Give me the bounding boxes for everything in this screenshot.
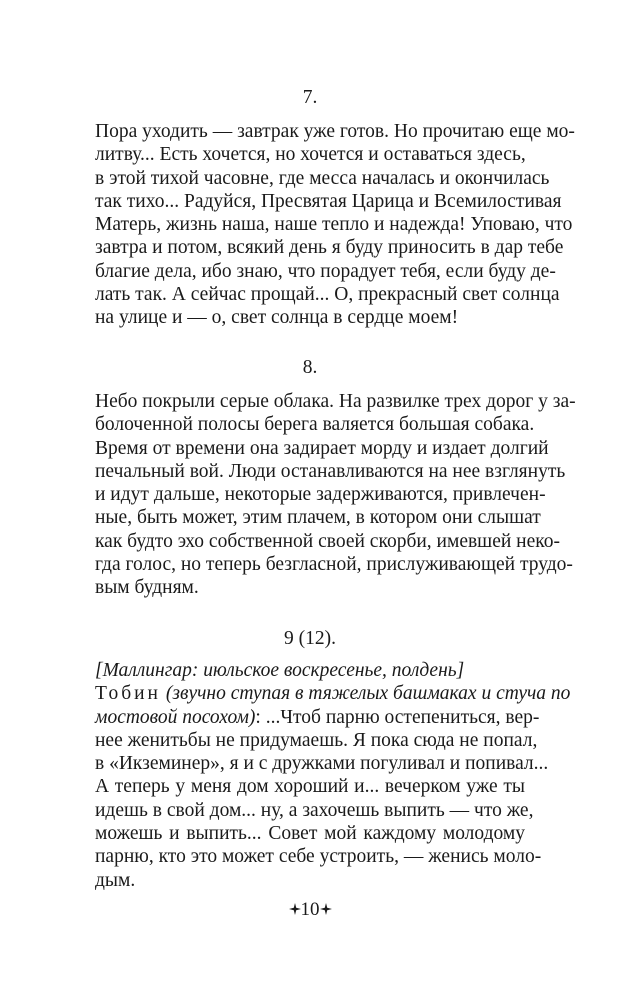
text-line: литву... Есть хочется, но хочется и оставаться здесь, bbox=[95, 144, 526, 166]
stage-direction: [Маллингар: июльское воскресенье, полдень] bbox=[95, 660, 465, 681]
speaker-direction: (звучно ступая в тяжелых башмаках и стуча по bbox=[161, 683, 571, 705]
page-number: 10 bbox=[300, 899, 320, 920]
four-point-star-icon bbox=[289, 903, 301, 915]
text-line: в «Икземинер», я и с дружками погуливал и попивал... bbox=[95, 753, 549, 775]
text-line: лать так. А сейчас прощай... О, прекрасный свет солнца bbox=[95, 284, 560, 306]
page-number-block bbox=[95, 898, 525, 922]
four-point-star-icon bbox=[320, 903, 332, 915]
text-line: печальный вой. Люди останавливаются на нее взглянуть bbox=[95, 460, 566, 482]
section-heading-7: 7. bbox=[302, 87, 318, 108]
text-line: ные, быть может, этим плачем, в котором они слышат bbox=[95, 507, 541, 529]
text-line: Пора уходить — завтрак уже готов. Но прочитаю еще мо- bbox=[95, 121, 575, 142]
text-line: болоченной полосы берега валяется большая собака. bbox=[95, 414, 535, 436]
speaker-line bbox=[95, 682, 571, 705]
text-line: в этой тихой часовне, где месса началась и окончилась bbox=[95, 167, 550, 189]
speech-line bbox=[95, 706, 540, 729]
text-line: вым будням. bbox=[95, 577, 199, 599]
text-line: дым. bbox=[95, 869, 136, 891]
section-9-paragraph bbox=[95, 659, 571, 892]
text-line: как будто эхо собственной своей скорби, имевшей неко- bbox=[95, 530, 560, 552]
text-line: на улице и — о, свет солнца в сердце моем! bbox=[95, 307, 459, 329]
text-line: так тихо... Радуйся, Пресвятая Царица и Всемилостивая bbox=[95, 190, 562, 212]
text-line: идешь в свой дом... ну, а захочешь выпить — что же, bbox=[95, 799, 534, 821]
speech-text: : ...Чтоб парню остепениться, вер- bbox=[255, 706, 540, 728]
section-8-paragraph bbox=[95, 390, 576, 600]
text-line: и идут дальше, некоторые задерживаются, привлечен- bbox=[95, 484, 546, 506]
text-line: можешь и выпить... Совет мой каждому молодому bbox=[95, 823, 525, 845]
text-line: завтра и потом, всякий день я буду приносить в дар тебе bbox=[95, 237, 564, 259]
text-line: А теперь у меня дом хороший и... вечерком уже ты bbox=[95, 776, 525, 798]
speaker-name: Тобин bbox=[95, 683, 161, 705]
text-line: гда голос, но теперь безгласной, прислуживающей трудо- bbox=[95, 554, 573, 576]
text-line: Небо покрыли серые облака. На развилке трех дорог у за- bbox=[95, 391, 576, 412]
text-line: парню, кто это может себе устроить, — женись моло- bbox=[95, 846, 542, 868]
section-heading-8: 8. bbox=[302, 357, 318, 378]
text-line: нее женитьбы не придумаешь. Я пока сюда не попал, bbox=[95, 729, 538, 751]
text-line: благие дела, ибо знаю, что порадует тебя, если буду де- bbox=[95, 260, 556, 282]
section-heading-9: 9 (12). bbox=[284, 628, 336, 649]
text-line: Время от времени она задирает морду и издает долгий bbox=[95, 437, 549, 459]
section-7-paragraph bbox=[95, 120, 575, 330]
text-line: Матерь, жизнь наша, наше тепло и надежда! Уповаю, что bbox=[95, 214, 573, 236]
speaker-direction-cont: мостовой посохом) bbox=[95, 706, 256, 728]
